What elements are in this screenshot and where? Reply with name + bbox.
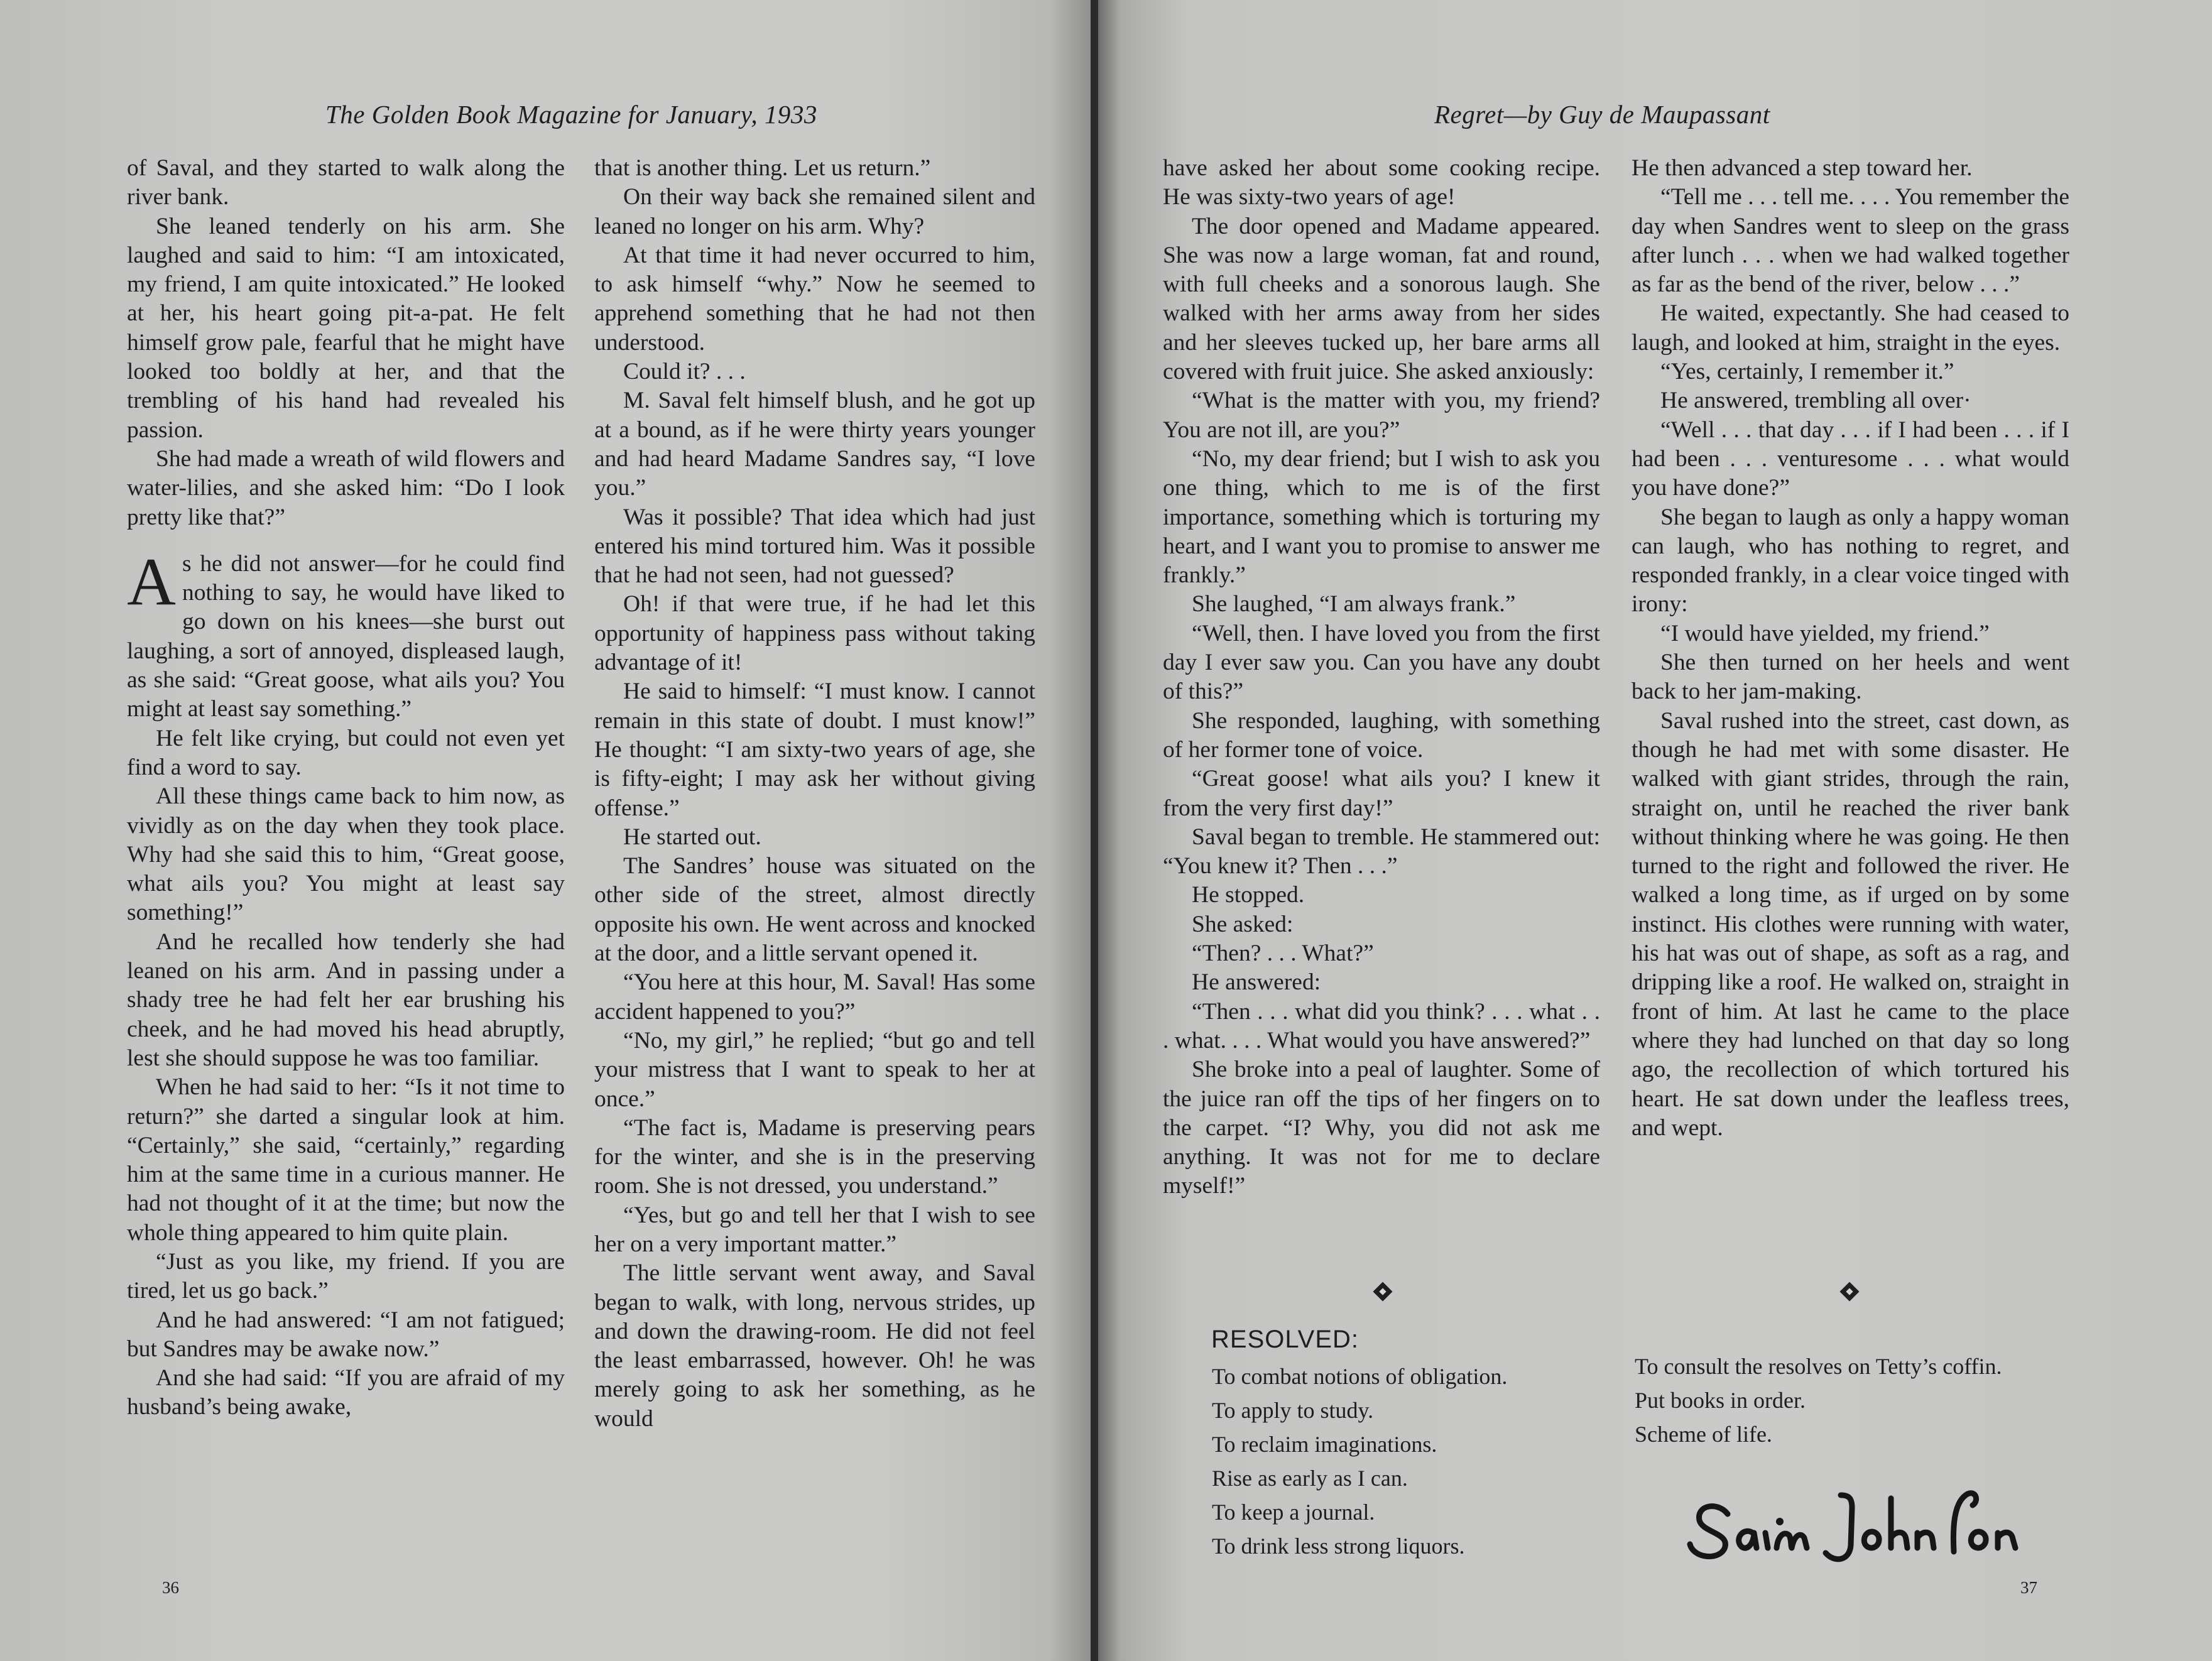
paragraph: “Yes, but go and tell her that I wish to see her on a very important matter.” bbox=[594, 1202, 1035, 1257]
resolve-item: To drink less strong liquors. bbox=[1212, 1533, 1465, 1559]
paragraph: And he recalled how tenderly she had leaned on his arm. And in passing under a shady tree he had felt her ear brushing his cheek, and he had moved his head abruptly, lest she should suppose he was too familiar. bbox=[127, 929, 565, 1071]
paragraph: “No, my girl,” he replied; “but go and tell your mistress that I want to speak to her at once.” bbox=[594, 1027, 1035, 1112]
paragraph: He waited, expectantly. She had ceased to laugh, and looked at him, straight in the eyes. bbox=[1632, 300, 2069, 356]
right-running-header: Regret—by Guy de Maupassant bbox=[1434, 100, 1770, 129]
right-page-number: 37 bbox=[2020, 1578, 2037, 1597]
paragraph: He answered: bbox=[1192, 969, 1321, 996]
paragraph: “Yes, certainly, I remember it.” bbox=[1660, 359, 1954, 385]
paragraph: Could it? . . . bbox=[623, 359, 746, 385]
paragraph: “You here at this hour, M. Saval! Has some accident happened to you?” bbox=[594, 969, 1035, 1025]
paragraph: “Well . . . that day . . . if I had been . . . if I had been . . . venturesome . . . what would you have done?” bbox=[1632, 417, 2069, 501]
paragraph: On their way back she remained silent and leaned no longer on his arm. Why? bbox=[594, 184, 1035, 239]
resolves-list-right bbox=[1635, 1349, 2002, 1451]
right-page-column-2 bbox=[1632, 154, 2069, 1143]
resolved-heading: RESOLVED: bbox=[1211, 1326, 1359, 1353]
paragraph: The Sandres’ house was situated on the other side of the street, almost directly opposite his own. He went across and knocked at the door, and a little servant opened it. bbox=[594, 853, 1035, 967]
paragraph: “Then . . . what did you think? . . . what . . . what. . . . What would you have answered?” bbox=[1163, 998, 1600, 1054]
paragraph: When he had said to her: “Is it not time to return?” she darted a singular look at him. “Certainly,” she said, “certainly,” regarding him at the same time in a curious manner. He had not thought of it at the time; but now the whole thing appeared to him quite plain. bbox=[127, 1074, 565, 1246]
drop-cap: A bbox=[127, 544, 176, 619]
paragraph: She asked: bbox=[1192, 911, 1294, 937]
paragraph: He answered, trembling all over· bbox=[1660, 388, 1971, 414]
paragraph: At that time it had never occurred to him, to ask himself “why.” Now he seemed to apprehend something that he had not then understood. bbox=[594, 242, 1035, 356]
paragraph: The door opened and Madame appeared. She was now a large woman, fat and round, with full cheeks and a sonorous laugh. She walked with her arms away from her sides and her sleeves tucked up, her bare arms all covered with fruit juice. She asked anxiously: bbox=[1163, 213, 1600, 385]
paragraph: She leaned tenderly on his arm. She laughed and said to him: “I am intoxicated, my friend, I am quite intoxicated.” He looked at her, his heart going pit-a-pat. He felt himself grow pale, fearful that he might have looked too boldly at her, and that the trembling of his hand had revealed his passion. bbox=[127, 213, 565, 443]
paragraph: that is another thing. Let us return.” bbox=[594, 155, 931, 181]
paragraph: She had made a wreath of wild flowers and water-lilies, and she asked him: “Do I look pretty like that?” bbox=[127, 445, 565, 530]
resolve-item: To consult the resolves on Tetty’s coffin. bbox=[1635, 1354, 2002, 1379]
paragraph: She broke into a peal of laughter. Some of the juice ran off the tips of her fingers on to the carpet. “I? Why, you did not ask me anything. It was not for me to declare myself!” bbox=[1163, 1057, 1600, 1199]
left-page-column-2 bbox=[594, 154, 1035, 1434]
dropcap-paragraph bbox=[127, 544, 565, 724]
right-page-column-1 bbox=[1163, 154, 1600, 1201]
resolve-item: Scheme of life. bbox=[1635, 1422, 1772, 1447]
paragraph: “Well, then. I have loved you from the first day I ever saw you. Can you have any doubt of this?” bbox=[1163, 620, 1600, 705]
left-page bbox=[0, 0, 1092, 1661]
paragraph: And she had said: “If you are afraid of my husband’s being awake, bbox=[127, 1365, 565, 1420]
left-page-number: 36 bbox=[162, 1578, 179, 1597]
paragraph: She laughed, “I am always frank.” bbox=[1192, 591, 1516, 618]
left-running-header: The Golden Book Magazine for January, 1933 bbox=[325, 100, 817, 129]
paragraph: “The fact is, Madame is preserving pears for the winter, and she is in the preserving room. She is not dressed, you understand.” bbox=[594, 1114, 1035, 1199]
paragraph: He said to himself: “I must know. I cannot remain in this state of doubt. I must know!” He thought: “I am sixty-two years of age, she is fifty-eight; I may ask her without giving offense.” bbox=[594, 678, 1035, 821]
paragraph: Saval began to tremble. He stammered out: “You knew it? Then . . .” bbox=[1163, 824, 1600, 880]
paragraph: “Just as you like, my friend. If you are tired, let us go back.” bbox=[127, 1248, 565, 1304]
paragraph: Was it possible? That idea which had just entered his mind tortured him. Was it possible that he had not seen, had not guessed? bbox=[594, 504, 1035, 589]
paragraph: “What is the matter with you, my friend? You are not ill, are you?” bbox=[1163, 388, 1600, 443]
section-ornament-right bbox=[1839, 1282, 1859, 1301]
paragraph: “Great goose! what ails you? I knew it from the very first day!” bbox=[1163, 766, 1600, 821]
paragraph: M. Saval felt himself blush, and he got up at a bound, as if he were thirty years younger and had heard Madame Sandres say, “I love you.” bbox=[594, 388, 1035, 501]
paragraph: He then advanced a step toward her. bbox=[1632, 155, 1973, 181]
resolve-item: To keep a journal. bbox=[1212, 1500, 1375, 1525]
resolve-item: To reclaim imaginations. bbox=[1212, 1432, 1437, 1457]
paragraph: “No, my dear friend; but I wish to ask you one thing, which to me is of the first importance, something which is torturing my heart, and I want you to promise to answer me frankly.” bbox=[1163, 445, 1600, 589]
paragraph: of Saval, and they started to walk along the river bank. bbox=[127, 155, 565, 210]
paragraph: He stopped. bbox=[1192, 882, 1305, 908]
paragraph: Oh! if that were true, if he had let this opportunity of happiness pass without taking advantage of it! bbox=[594, 591, 1035, 676]
paragraph: He felt like crying, but could not even yet find a word to say. bbox=[127, 725, 565, 780]
paragraph: And he had answered: “I am not fatigued; but Sandres may be awake now.” bbox=[127, 1307, 565, 1362]
paragraph: She began to laugh as only a happy woman can laugh, who has nothing to regret, and responded frankly, in a clear voice tinged with irony: bbox=[1632, 504, 2069, 618]
paragraph: She then turned on her heels and went back to her jam-making. bbox=[1632, 650, 2069, 705]
dropcap-paragraph-text: s he did not answer—for he could find nothing to say, he would have liked to go down on his knees—she burst out laughing, a sort of annoyed, displeased laugh, as she said: “Great goose, what ails you? You might at least say something.” bbox=[127, 550, 565, 722]
resolve-item: To apply to study. bbox=[1212, 1398, 1374, 1423]
paragraph: He started out. bbox=[623, 824, 761, 850]
paragraph: The little servant went away, and Saval began to walk, with long, nervous strides, up and down the drawing-room. He did not feel the least embarrassed, however. Oh! he was merely going to ask her something, as he would bbox=[594, 1260, 1035, 1432]
paragraph: have asked her about some cooking recipe. He was sixty-two years of age! bbox=[1163, 155, 1600, 210]
resolve-item: To combat notions of obligation. bbox=[1212, 1364, 1508, 1389]
paragraph: She responded, laughing, with something of her former tone of voice. bbox=[1163, 707, 1600, 763]
paragraph: “I would have yielded, my friend.” bbox=[1660, 620, 1990, 646]
resolve-item: Put books in order. bbox=[1635, 1388, 1806, 1413]
resolves-list-left bbox=[1212, 1359, 1507, 1563]
left-page-column-1 bbox=[127, 154, 565, 1422]
paragraph: “Tell me . . . tell me. . . . You remember the day when Sandres went to sleep on the grass after lunch . . . when we had walked together as far as the bend of the river, below . . .” bbox=[1632, 184, 2069, 298]
paragraph: “Then? . . . What?” bbox=[1192, 940, 1374, 967]
section-ornament-left bbox=[1373, 1282, 1392, 1301]
paragraph: All these things came back to him now, as vividly as on the day when they took place. Why had she said this to him, “Great goose, what ails you? You might at least say something!” bbox=[127, 783, 565, 926]
paragraph: Saval rushed into the street, cast down, as though he had met with some disaster. He walked with giant strides, through the rain, straight on, until he reached the river bank without thinking where he was going. He then turned to the right and followed the river. He walked a long time, as if urged on by some instinct. His clothes were running with water, his hat was out of shape, as soft as a rag, and dripping like a roof. He walked on, straight in front of him. At last he came to the place where they had lunched on that day so long ago, the recollection of which tortured his heart. He sat down under the leafless trees, and wept. bbox=[1632, 707, 2069, 1141]
samuel-johnson-signature bbox=[1684, 1470, 2035, 1564]
resolve-item: Rise as early as I can. bbox=[1212, 1466, 1408, 1491]
